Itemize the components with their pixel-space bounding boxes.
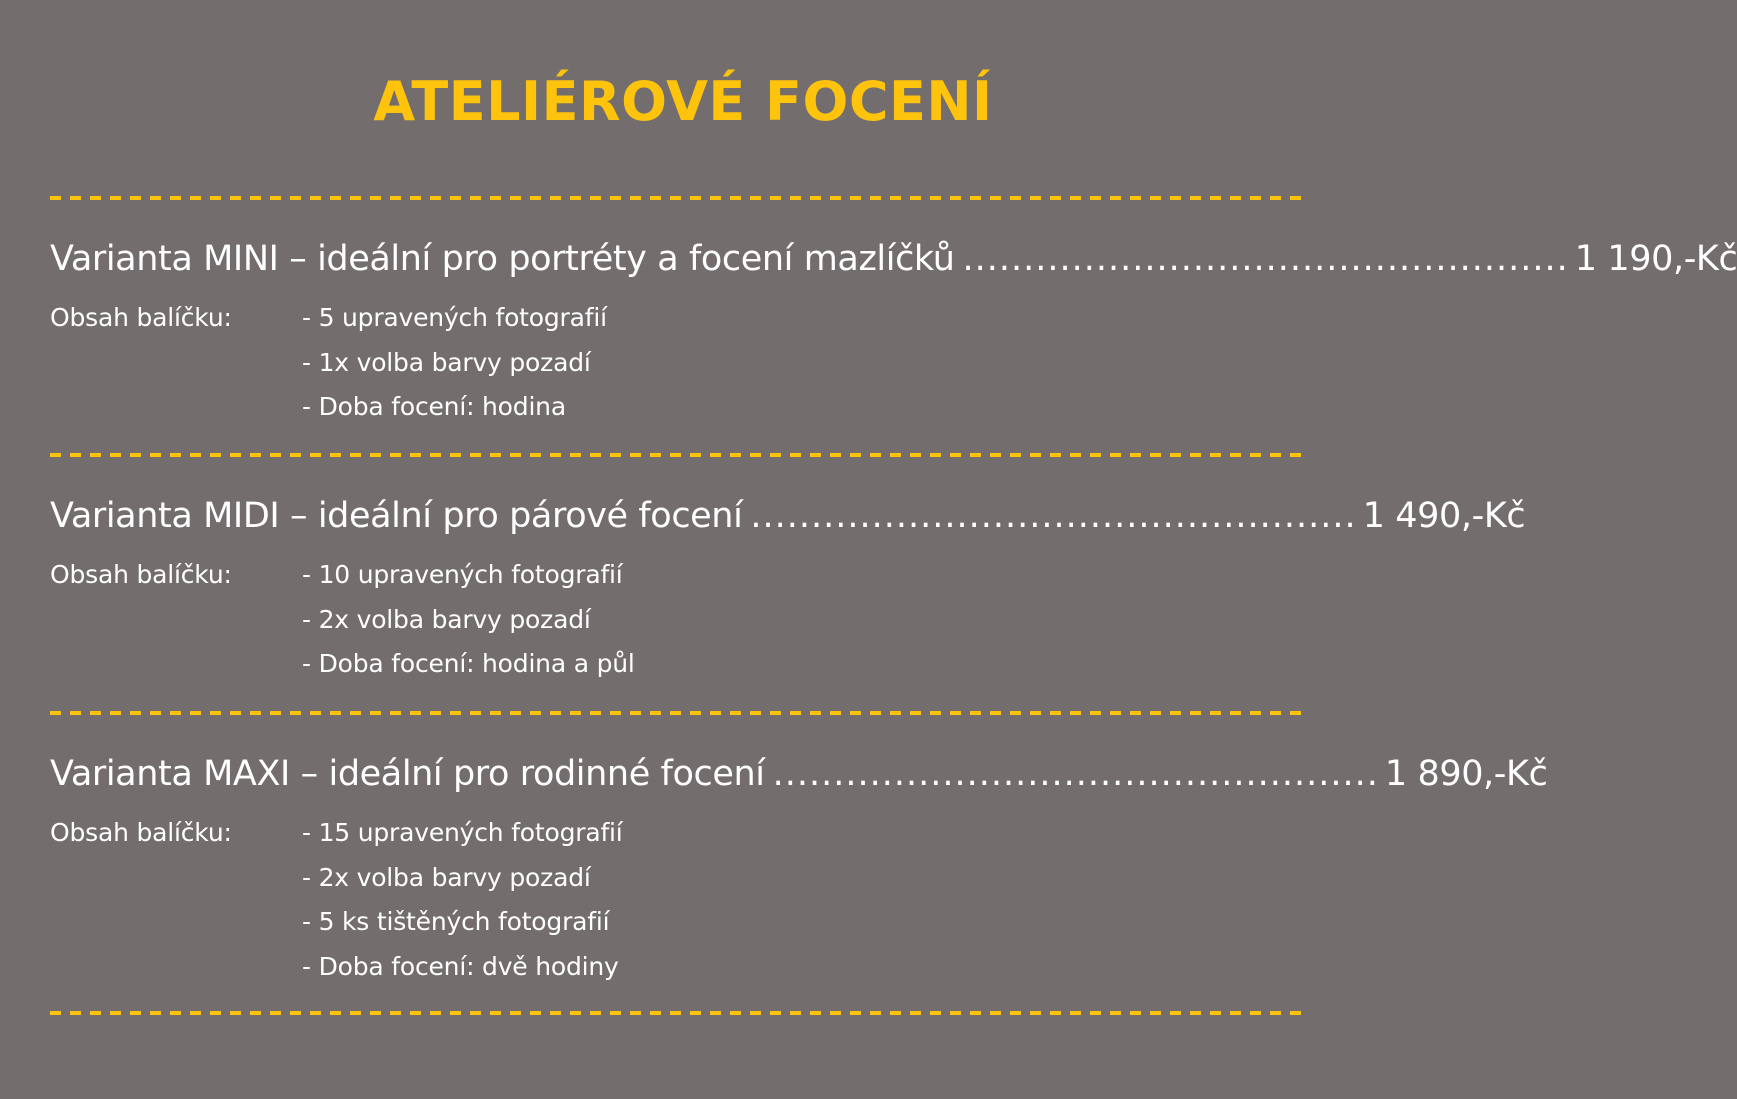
dot-leader: .................................................. xyxy=(962,239,1569,279)
list-item: - 5 ks tištěných fotografií xyxy=(302,907,610,936)
list-item: - 10 upravených fotografií xyxy=(302,560,623,589)
package-contents xyxy=(50,811,1320,989)
variant-name: Varianta MIDI – ideální pro párové focení xyxy=(50,496,743,536)
list-item: - Doba focení: hodina xyxy=(302,392,566,421)
divider xyxy=(50,453,1308,457)
variant-price: 1 890,-Kč xyxy=(1384,754,1548,794)
divider xyxy=(50,711,1308,715)
variant-header xyxy=(50,749,1548,799)
package-contents-label: Obsah balíčku: xyxy=(50,818,232,847)
list-item: - 2x volba barvy pozadí xyxy=(302,862,591,892)
list-item: - 2x volba barvy pozadí xyxy=(302,604,591,634)
variant-maxi xyxy=(50,749,1548,989)
package-contents xyxy=(50,296,1320,430)
package-contents xyxy=(50,553,1320,687)
list-item: - 15 upravených fotografií xyxy=(302,818,623,847)
package-contents-list xyxy=(302,811,1320,989)
variant-price: 1 190,-Kč xyxy=(1574,239,1737,279)
variant-price: 1 490,-Kč xyxy=(1362,496,1526,536)
variant-name: Varianta MINI – ideální pro portréty a focení mazlíčků xyxy=(50,239,955,279)
variant-name: Varianta MAXI – ideální pro rodinné focení xyxy=(50,754,765,794)
list-item: - Doba focení: dvě hodiny xyxy=(302,951,619,981)
package-contents-list xyxy=(302,296,1320,430)
page-title: ATELIÉROVÉ FOCENÍ xyxy=(373,70,993,133)
divider xyxy=(50,196,1308,200)
divider xyxy=(50,1011,1308,1015)
variant-midi xyxy=(50,491,1526,687)
variant-mini xyxy=(50,234,1737,430)
package-contents-label: Obsah balíčku: xyxy=(50,560,232,589)
list-item: - 1x volba barvy pozadí xyxy=(302,347,591,377)
variant-header xyxy=(50,491,1526,541)
package-contents-list xyxy=(302,553,1320,687)
list-item: - Doba focení: hodina a půl xyxy=(302,649,635,678)
variant-header xyxy=(50,234,1737,284)
dot-leader: .................................................. xyxy=(772,754,1379,794)
package-contents-label: Obsah balíčku: xyxy=(50,303,232,332)
dot-leader: .................................................. xyxy=(750,496,1357,536)
list-item: - 5 upravených fotografií xyxy=(302,303,607,332)
